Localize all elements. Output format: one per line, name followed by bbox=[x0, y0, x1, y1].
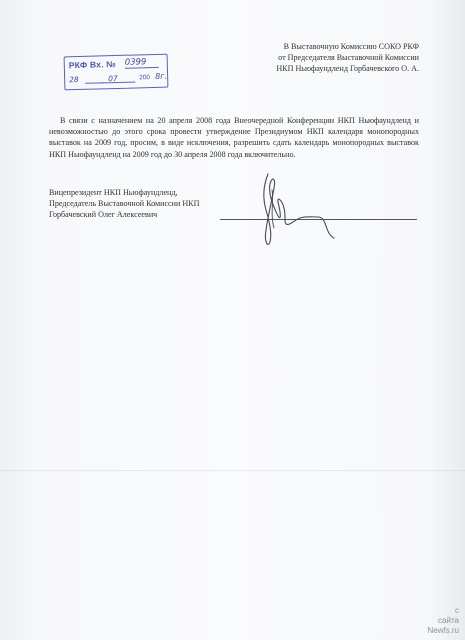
stamp-month: 07 bbox=[108, 73, 118, 84]
handwritten-signature bbox=[250, 170, 350, 250]
addressee-line-2: от Председателя Выставочной Комиссии bbox=[278, 53, 419, 63]
signer-block bbox=[49, 187, 199, 221]
addressee-line-1: В Выставочную Комиссию СОКО РКФ bbox=[283, 42, 419, 51]
stamp-label: РКФ Вх. № bbox=[68, 59, 117, 71]
addressee-block bbox=[276, 41, 419, 75]
registration-stamp bbox=[64, 54, 169, 91]
watermark-line-1: с bbox=[455, 606, 459, 615]
watermark-line-2: сайта bbox=[438, 616, 459, 625]
signer-line-1: Вицепрезидент НКП Ньюфаундленд, bbox=[49, 188, 178, 197]
watermark-line-3: Newfs.ru bbox=[427, 626, 459, 635]
stamp-number: 0399 bbox=[125, 57, 159, 69]
signer-line-3: Горбачевский Олег Алексеевич bbox=[49, 210, 158, 220]
site-watermark bbox=[427, 606, 459, 636]
signer-line-2: Председатель Выставочной Комиссии НКП bbox=[49, 199, 200, 209]
stamp-year-suffix: 8г. bbox=[155, 71, 168, 81]
letter-body: В связи с назначением на 20 апреля 2008 года Внеочередной Конференции НКП Ньюфаундленд и невозможностью до этого срока провести утверждение Президиумом НКП календаря монопородных выставок на 2009 год, просим, в виде исключения, разрешить сдать календарь монопородных выставок НКП Ньюфаундленд на 2009 год до 30 апреля 2008 года включительно. bbox=[49, 116, 419, 159]
addressee-line-3: НКП Ньюфаундленд Горбачевского О. А. bbox=[276, 64, 419, 74]
stamp-day: 28 bbox=[69, 74, 79, 85]
stamp-year-prefix: 200 bbox=[139, 74, 151, 82]
paper-crease bbox=[0, 470, 465, 471]
stamp-date bbox=[69, 71, 168, 85]
